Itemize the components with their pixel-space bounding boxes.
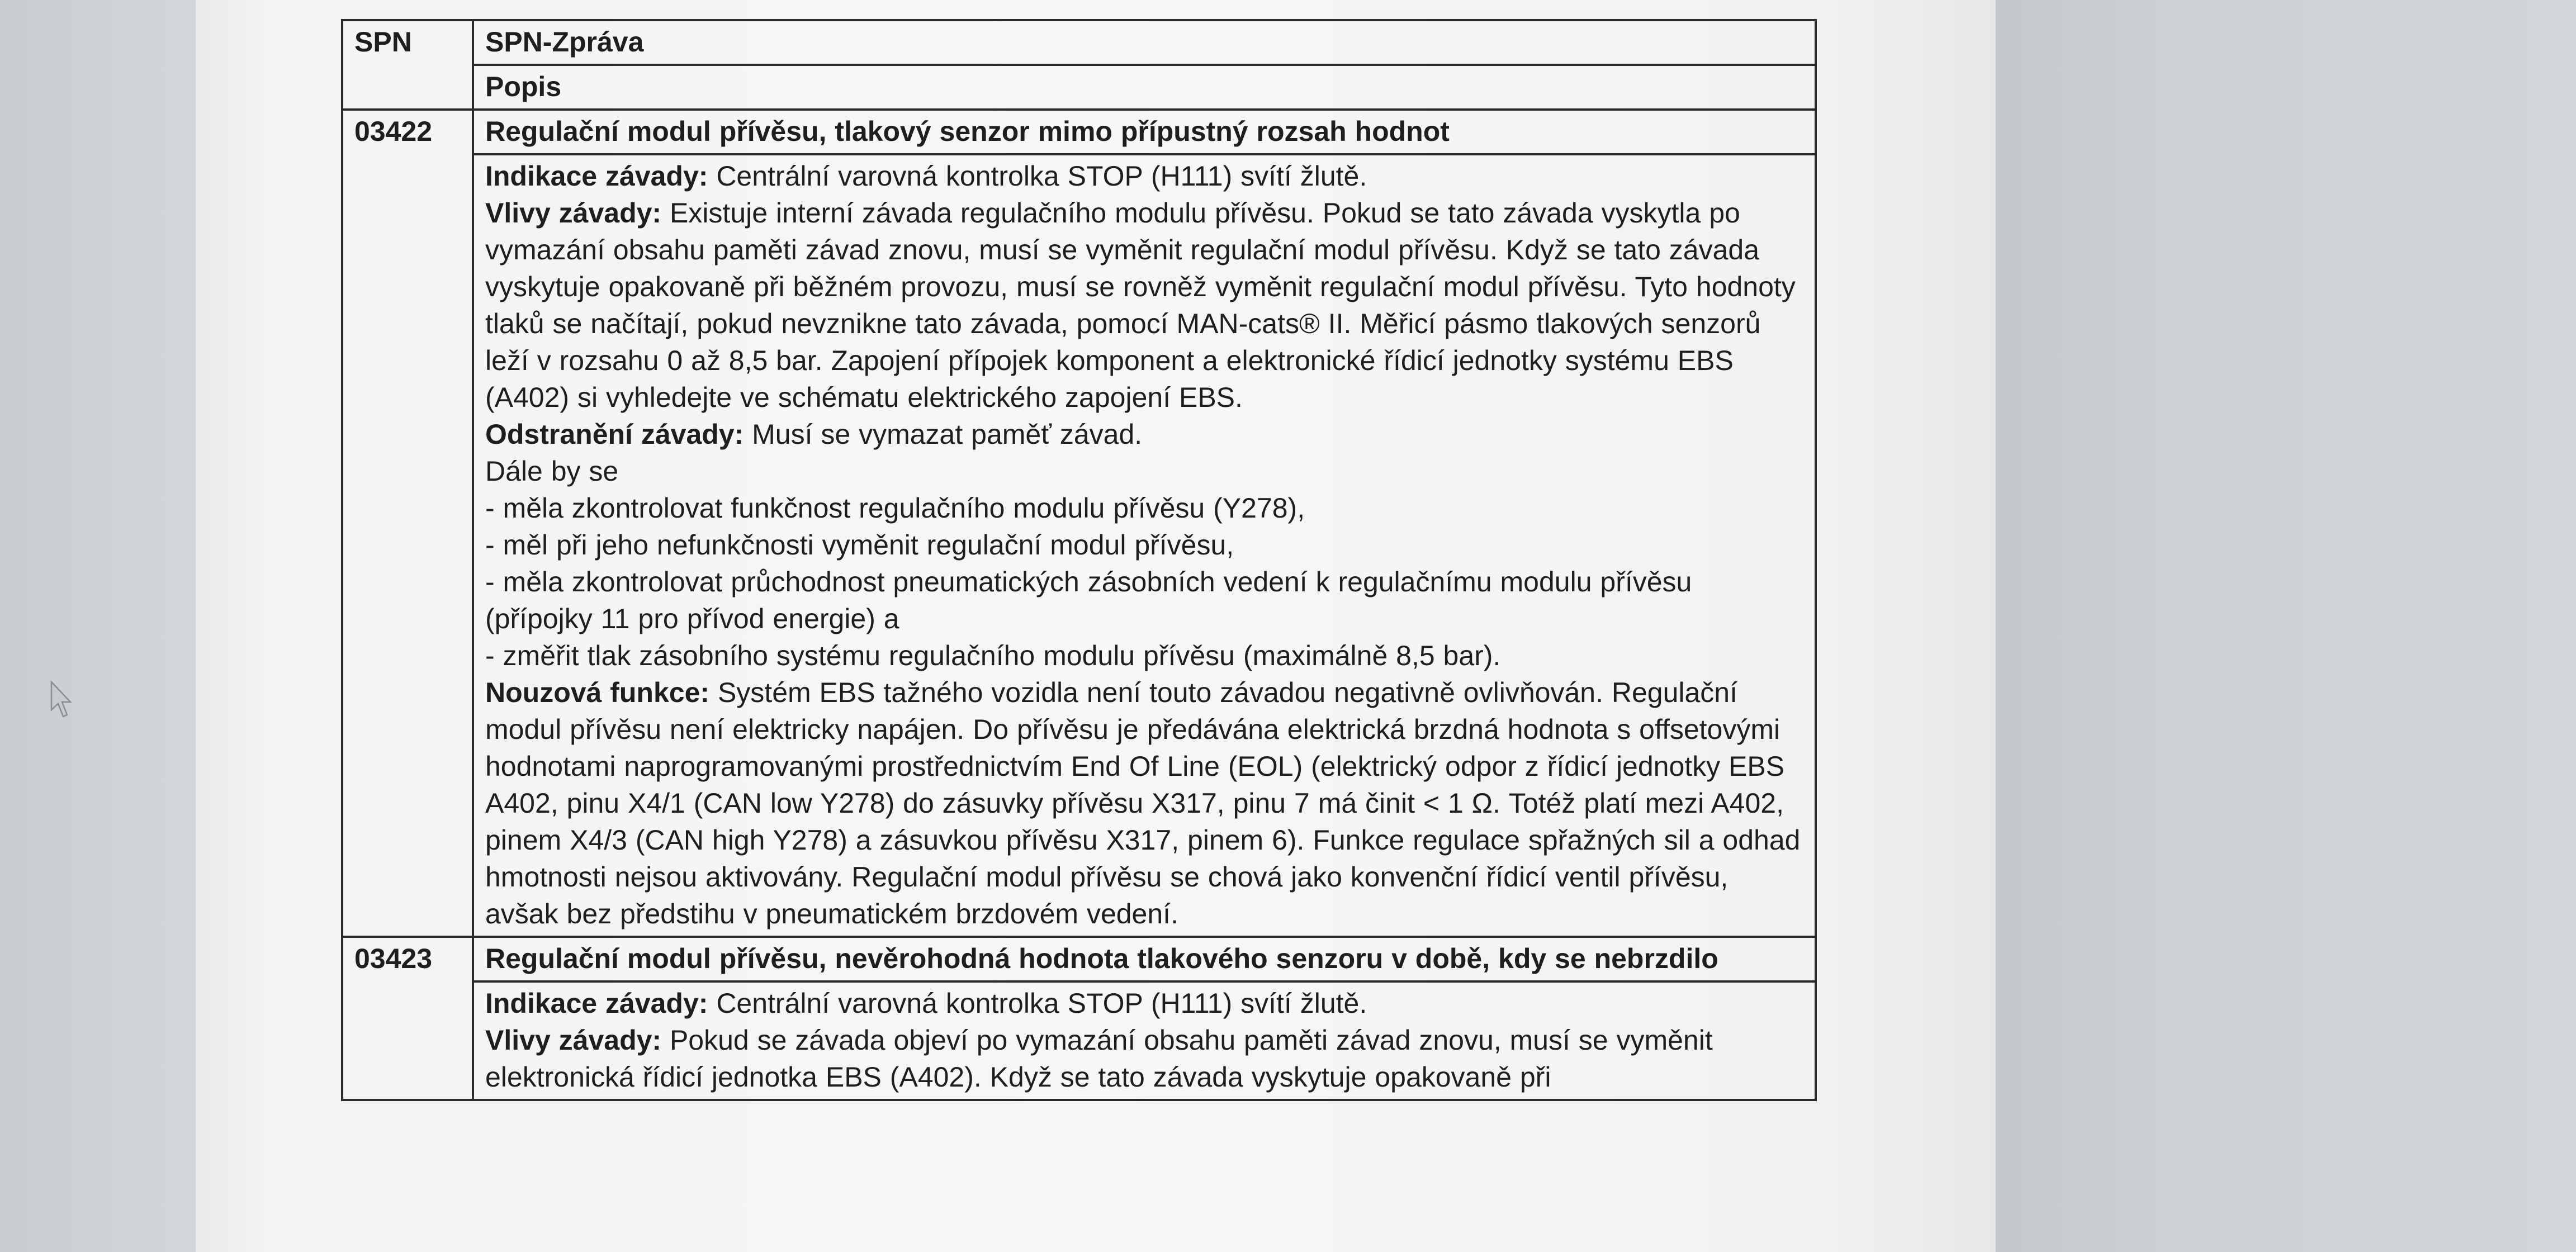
- description-label: Indikace závady:: [485, 988, 708, 1019]
- header-description: Popis: [473, 65, 1816, 110]
- description-line: [485, 563, 1803, 637]
- description-text: Centrální varovná kontrolka STOP (H111) svítí žlutě.: [708, 988, 1367, 1019]
- description-line: [485, 490, 1803, 527]
- description-label: Nouzová funkce:: [485, 677, 710, 708]
- description-line: [485, 1022, 1803, 1096]
- description-text: - změřit tlak zásobního systému regulačního modulu přívěsu (maximálně 8,5 bar).: [485, 640, 1501, 671]
- description-text: - měla zkontrolovat průchodnost pneumatických zásobních vedení k regulačnímu modulu přívěsu (přípojky 11 pro přívod energie) a: [485, 566, 1692, 634]
- description-label: Indikace závady:: [485, 160, 708, 192]
- description-line: [485, 674, 1803, 932]
- description-text: Dále by se: [485, 456, 619, 487]
- description-line: [485, 637, 1803, 674]
- description-text: Systém EBS tažného vozidla není touto závadou negativně ovlivňován. Regulační modul přívěsu není elektricky napájen. Do přívěsu je předávána elektrická brzdná hodnota s offsetovými hodnotami naprogramovanými prostřednictvím End Of Line (EOL) (elektrický odpor z řídicí jednotky EBS A402, pinu X4/1 (CAN low Y278) do zásuvky přívěsu X317, pinu 7 má činit < 1 Ω. Totéž platí mezi A402, pinem X4/3 (CAN high Y278) a zásuvkou přívěsu X317, pinem 6). Funkce regulace spřažných sil a odhad hmotnosti nejsou aktivovány. Regulační modul přívěsu se chová jako konvenční řídicí ventil přívěsu, avšak bez předstihu v pneumatickém brzdovém vedení.: [485, 677, 1801, 929]
- right-background: [1996, 0, 2576, 1252]
- description-line: [485, 158, 1803, 195]
- table-header-row-2: [342, 65, 1816, 110]
- table-row: [342, 110, 1816, 154]
- description-text: - měla zkontrolovat funkčnost regulačního modulu přívěsu (Y278),: [485, 492, 1305, 524]
- spn-code: 03423: [342, 937, 473, 1100]
- header-spn: SPN: [342, 20, 473, 110]
- table-header-row: [342, 20, 1816, 65]
- spn-table: [341, 19, 1817, 1101]
- spn-code: 03422: [342, 110, 473, 937]
- table-row: [342, 981, 1816, 1100]
- description-line: [485, 195, 1803, 416]
- description-label: Vlivy závady:: [485, 197, 662, 229]
- spn-message: Regulační modul přívěsu, tlakový senzor mimo přípustný rozsah hodnot: [473, 110, 1816, 154]
- description-line: [485, 453, 1803, 490]
- description-text: Musí se vymazat paměť závad.: [744, 419, 1143, 450]
- table-row: [342, 154, 1816, 937]
- mouse-pointer-icon: [49, 681, 72, 720]
- document-page: [196, 0, 1996, 1252]
- description-label: Vlivy závady:: [485, 1025, 662, 1056]
- spn-description: [473, 154, 1816, 937]
- description-text: - měl při jeho nefunkčnosti vyměnit regulační modul přívěsu,: [485, 529, 1234, 561]
- description-text: Centrální varovná kontrolka STOP (H111) svítí žlutě.: [708, 160, 1367, 192]
- spn-message: Regulační modul přívěsu, nevěrohodná hodnota tlakového senzoru v době, kdy se nebrzdilo: [473, 937, 1816, 981]
- description-line: [485, 985, 1803, 1022]
- description-line: [485, 527, 1803, 563]
- description-text: Existuje interní závada regulačního modulu přívěsu. Pokud se tato závada vyskytla po vymazání obsahu paměti závad znovu, musí se vyměnit regulační modul přívěsu. Když se tato závada vyskytuje opakovaně při běžném provozu, musí se rovněž vyměnit regulační modul přívěsu. Tyto hodnoty tlaků se načítají, pokud nevznikne tato závada, pomocí MAN-cats® II. Měřicí pásmo tlakových senzorů leží v rozsahu 0 až 8,5 bar. Zapojení přípojek komponent a elektronické řídicí jednotky systému EBS (A402) si vyhledejte ve schématu elektrického zapojení EBS.: [485, 197, 1796, 413]
- description-text: Pokud se závada objeví po vymazání obsahu paměti závad znovu, musí se vyměnit elektronická řídicí jednotka EBS (A402). Když se tato závada vyskytuje opakovaně při: [485, 1025, 1713, 1093]
- spn-description: [473, 981, 1816, 1100]
- table-row: [342, 937, 1816, 981]
- description-line: [485, 416, 1803, 453]
- description-label: Odstranění závady:: [485, 419, 744, 450]
- header-message: SPN-Zpráva: [473, 20, 1816, 65]
